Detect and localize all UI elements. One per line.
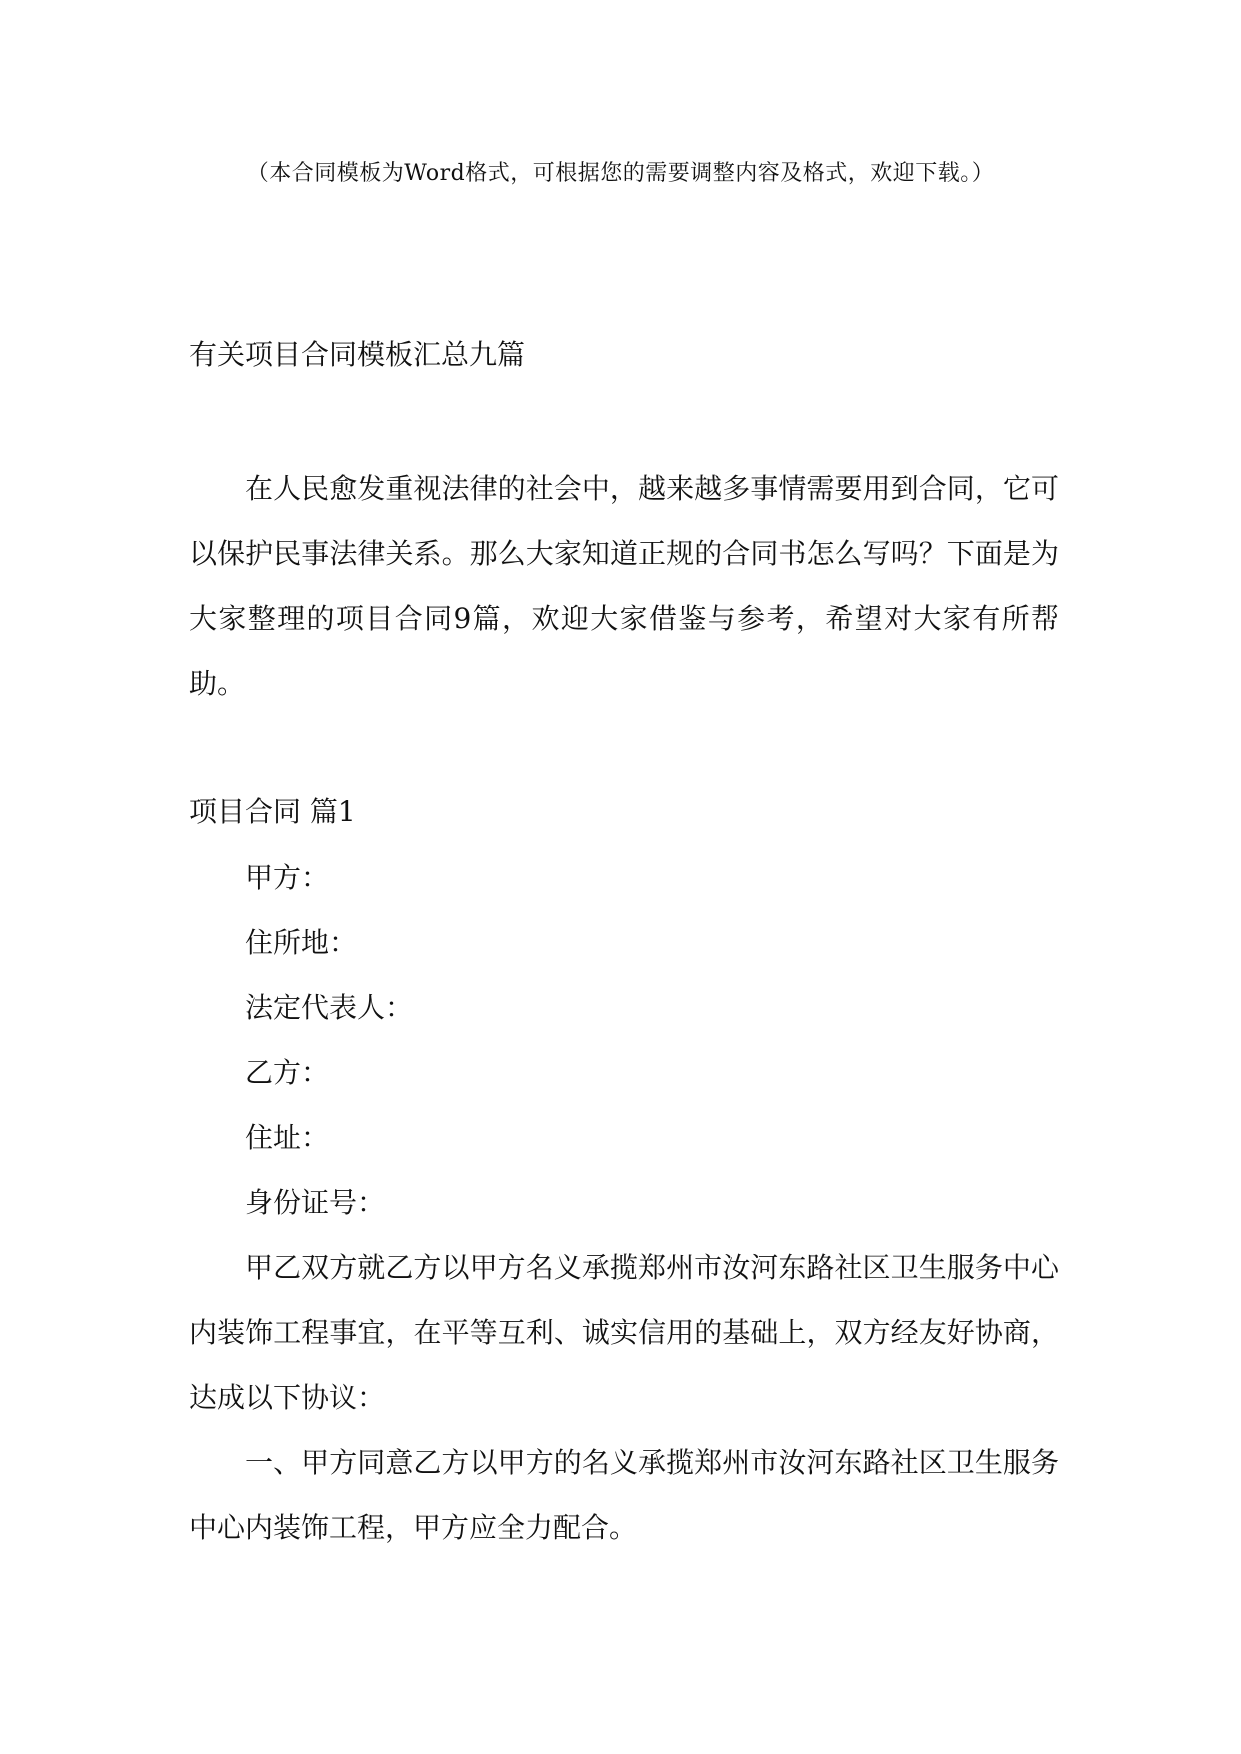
field-party-a: 甲方：	[245, 861, 330, 894]
field-address: 住址：	[245, 1121, 330, 1154]
section-heading: 项目合同 篇1	[189, 795, 356, 828]
agreement-paragraph: 甲乙双方就乙方以甲方名义承揽郑州市汝河东路社区卫生服务中心内装饰工程事宜，在平等互利、诚实信用的基础上，双方经友好协商，达成以下协议：	[189, 1251, 1059, 1414]
intro-paragraph: 在人民愈发重视法律的社会中，越来越多事情需要用到合同，它可以保护民事法律关系。那么大家知道正规的合同书怎么写吗？下面是为大家整理的项目合同9篇，欢迎大家借鉴与参考，希望对大家有所帮助。	[189, 472, 1059, 700]
party-fields	[189, 845, 1059, 1235]
template-notice: （本合同模板为Word格式，可根据您的需要调整内容及格式，欢迎下载。）	[246, 161, 995, 186]
field-id-number: 身份证号：	[245, 1186, 386, 1219]
field-party-b: 乙方：	[245, 1056, 330, 1089]
field-domicile: 住所地：	[245, 926, 358, 959]
clause-one-paragraph: 一、甲方同意乙方以甲方的名义承揽郑州市汝河东路社区卫生服务中心内装饰工程，甲方应全力配合。	[189, 1446, 1059, 1544]
field-legal-representative: 法定代表人：	[245, 991, 414, 1024]
document-title: 有关项目合同模板汇总九篇	[189, 338, 526, 371]
